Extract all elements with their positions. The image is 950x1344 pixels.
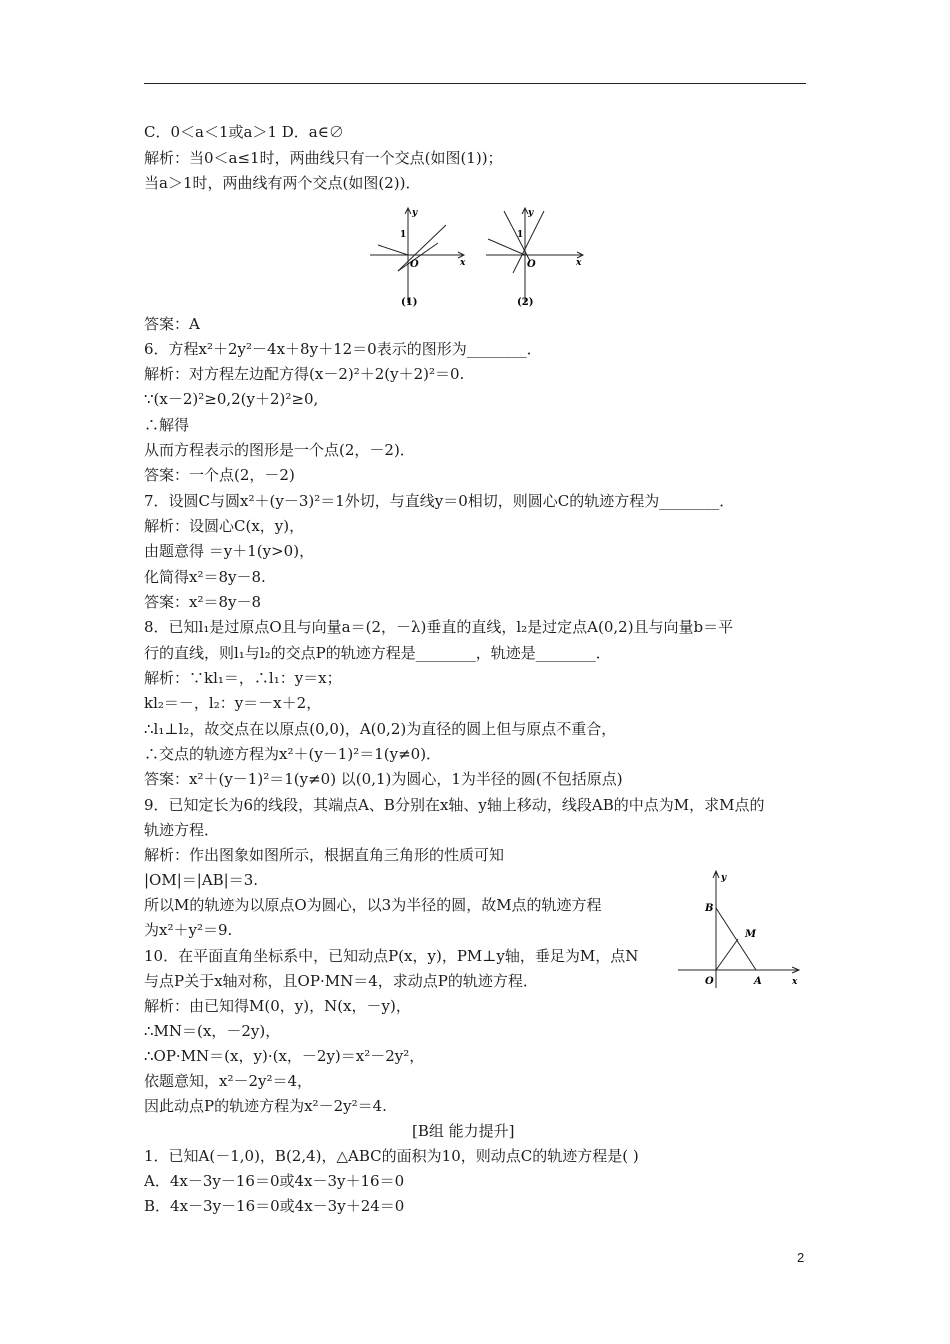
text-line: 依题意知，x²－2y²＝4， (144, 1072, 313, 1090)
text-line: 由题意得 ＝y＋1(y>0)， (144, 542, 315, 560)
text-line: ∴l₁⊥l₂，故交点在以原点(0,0)，A(0,2)为直径的圆上但与原点不重合， (144, 720, 617, 738)
text-line: B．4x－3y－16＝0或4x－3y＋24＝0 (144, 1197, 405, 1215)
text-line: |OM|＝|AB|＝3. (144, 871, 259, 889)
text-line: 解析：∵kl₁＝，∴l₁：y＝x； (144, 669, 342, 687)
x-axis-label: x (576, 258, 582, 268)
text-line: 答案：一个点(2，－2) (144, 466, 295, 484)
y-axis-label: y (721, 873, 727, 883)
page-number: 2 (797, 1250, 805, 1265)
text-line: 答案：x²＋(y－1)²＝1(y≠0) 以(0,1)为圆心，1为半径的圆(不包括原点) (144, 770, 623, 788)
text-line: 解析：作出图象如图所示，根据直角三角形的性质可知 (144, 846, 505, 864)
origin-label: O (410, 259, 419, 270)
text-line: 9．已知定长为6的线段，其端点A、B分别在x轴、y轴上移动，线段AB的中点为M，求M点的 (144, 796, 765, 814)
text-line: ∴解得 (144, 416, 190, 434)
y-axis-label: y (528, 208, 534, 218)
text-line: 化简得x²＝8y－8. (144, 568, 266, 586)
text-line: 答案：x²＝8y－8 (144, 593, 262, 611)
text-line: 10．在平面直角坐标系中，已知动点P(x，y)，PM⊥y轴，垂足为M，点N (144, 947, 639, 965)
point-a-label: A (754, 976, 762, 987)
text-line: 从而方程表示的图形是一个点(2，－2)． (144, 441, 415, 459)
x-axis-label: x (792, 977, 798, 987)
x-axis-label: x (460, 258, 466, 268)
text-line: 当a＞1时，两曲线有两个交点(如图(2))． (144, 174, 421, 192)
text-line: 为x²＋y²＝9. (144, 921, 233, 939)
text-line: ∴OP·MN＝(x，y)·(x，－2y)＝x²－2y²， (144, 1047, 425, 1065)
origin-label: O (705, 976, 714, 987)
point-m-label: M (745, 929, 757, 940)
y-axis-label: y (412, 208, 418, 218)
figure-caption: (2) (517, 297, 534, 308)
text-line: A．4x－3y－16＝0或4x－3y＋16＝0 (144, 1172, 405, 1190)
figure-curves-1-2 (368, 203, 594, 311)
figure-segment-ab (674, 866, 806, 992)
text-line: ∵(x－2)²≥0,2(y＋2)²≥0, (144, 390, 319, 408)
text-line: C．0＜a＜1或a＞1 D．a∈∅ (144, 123, 344, 141)
text-line: 解析：当0＜a≤1时，两曲线只有一个交点(如图(1))； (144, 149, 503, 167)
text-line: 1．已知A(－1,0)，B(2,4)，△ABC的面积为10，则动点C的轨迹方程是( ) (144, 1147, 639, 1165)
text-line: ∴MN＝(x，－2y)， (144, 1022, 281, 1040)
text-line: 因此动点P的轨迹方程为x²－2y²＝4. (144, 1097, 387, 1115)
text-line: 解析：由已知得M(0，y)，N(x，－y)， (144, 997, 411, 1015)
figure-caption: (1) (401, 297, 418, 308)
text-line: kl₂＝－，l₂：y＝－x＋2， (144, 694, 322, 712)
text-line: 解析：对方程左边配方得(x－2)²＋2(y＋2)²＝0. (144, 365, 465, 383)
text-line: 所以M的轨迹为以原点O为圆心，以3为半径的圆，故M点的轨迹方程 (144, 896, 602, 914)
text-line: 6．方程x²＋2y²－4x＋8y＋12＝0表示的图形为________． (144, 340, 542, 358)
text-line: 解析：设圆心C(x，y)， (144, 517, 305, 535)
tick-label: 1 (400, 230, 407, 240)
text-line: 8．已知l₁是过原点O且与向量a＝(2，－λ)垂直的直线，l₂是过定点A(0,2)且与向量b＝平 (144, 618, 734, 636)
origin-label: O (527, 259, 536, 270)
text-line: 轨迹方程． (144, 821, 220, 839)
section-heading: [B组 能力提升] (412, 1122, 515, 1140)
point-b-label: B (705, 903, 714, 914)
text-line: 答案：A (144, 315, 200, 333)
text-line: 与点P关于x轴对称，且OP·MN＝4，求动点P的轨迹方程． (144, 972, 538, 990)
header-rule (144, 83, 806, 84)
text-line: ∴交点的轨迹方程为x²＋(y－1)²＝1(y≠0)． (144, 745, 442, 763)
text-line: 7．设圆C与圆x²＋(y－3)²＝1外切，与直线y＝0相切，则圆心C的轨迹方程为________． (144, 492, 735, 510)
tick-label: 1 (517, 230, 524, 240)
text-line: 行的直线，则l₁与l₂的交点P的轨迹方程是________，轨迹是________． (144, 644, 611, 662)
